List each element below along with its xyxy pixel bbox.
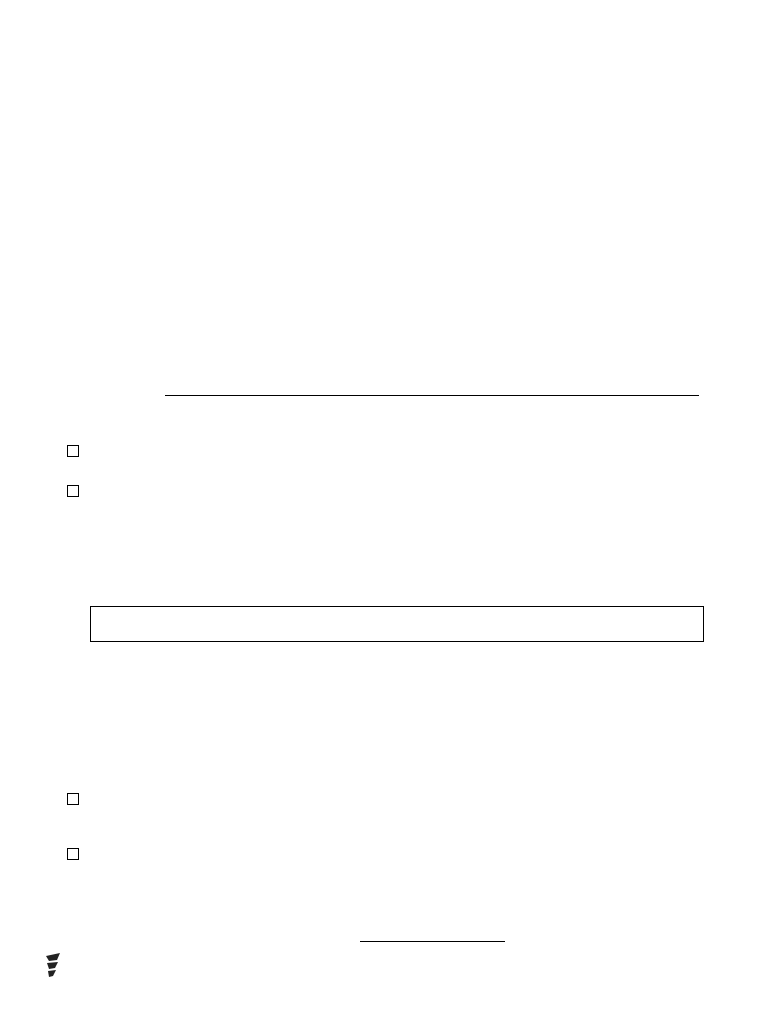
property-address-underline	[165, 395, 699, 396]
buyer-waive-checkbox[interactable]	[67, 848, 79, 860]
buyer-contingency-checkbox[interactable]	[67, 793, 79, 805]
seller-no-knowledge-checkbox[interactable]	[67, 445, 79, 457]
realtors-logo-icon	[44, 952, 62, 978]
authorized-user-underline	[360, 941, 505, 942]
seller-records-textbox[interactable]	[90, 606, 704, 642]
seller-aware-checkbox[interactable]	[67, 485, 79, 497]
tennessee-realtors-logo	[44, 952, 126, 982]
